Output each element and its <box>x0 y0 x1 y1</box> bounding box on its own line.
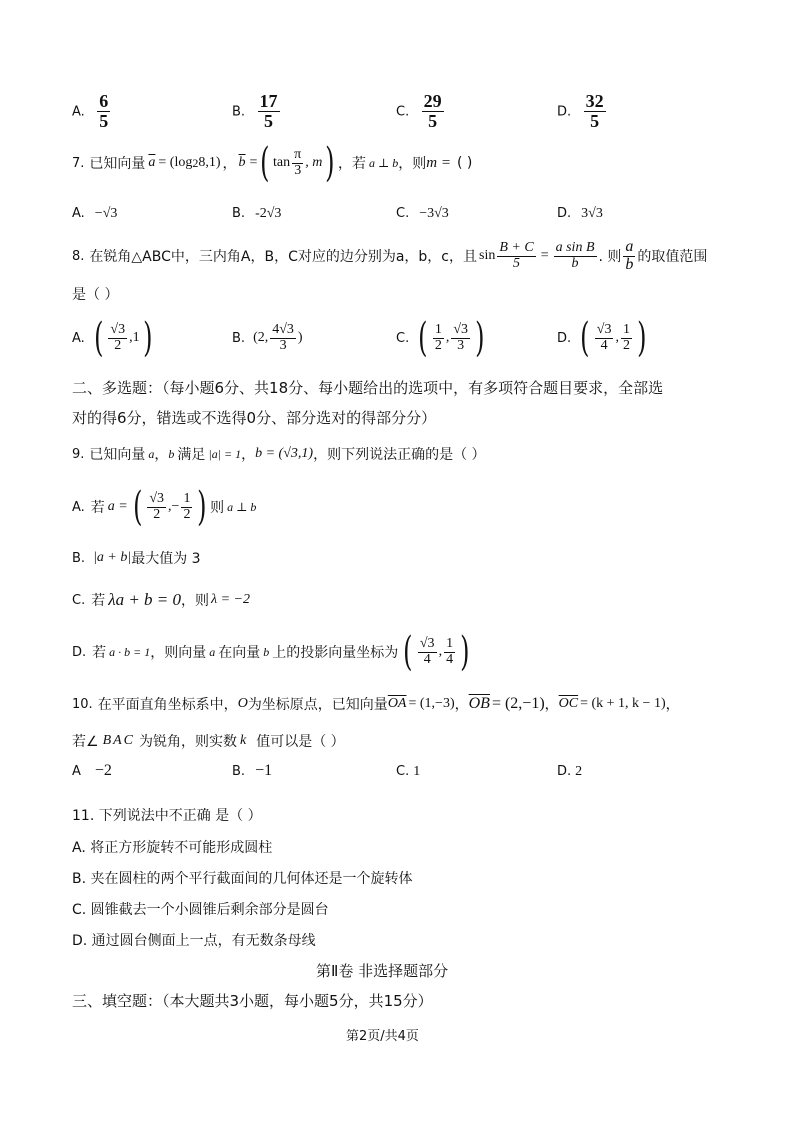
part2-heading: 第Ⅱ卷 非选择题部分 <box>316 962 449 980</box>
q9-option-b: B. |a + b| 最大值为 3 <box>72 550 201 567</box>
q8-option-d: D. ( $\frac{√3}{4}$ , $\frac{1}{2}$ ) <box>557 315 647 361</box>
q9-option-d: D. 若 a · b = 1 ，则向量 a 在向量 b 上的投影向量坐标为 ( $\frac{√3}{4}$ , $\frac{1}{4}$ ) <box>72 629 470 675</box>
option-label: B. <box>232 104 246 120</box>
q11-stem: 11. 下列说法中不正确 是（ ） <box>72 808 262 824</box>
q7-option-a: A. −√3 <box>72 206 118 221</box>
q8-option-c: C. ( $\frac{1}{2}$ , $\frac{√3}{3}$ ) <box>396 315 485 361</box>
q9-option-c: C. 若 λa + b = 0 ，则 λ = −2 <box>72 590 250 609</box>
option-fraction: $\frac{6}{5}$ <box>99 91 109 131</box>
q7-option-b: B. -2√3 <box>232 206 282 221</box>
option-fraction: $\frac{32}{5}$ <box>585 91 604 131</box>
option-label: D. <box>557 104 572 120</box>
q10-stem: 10. 在平面直角坐标系中， O 为坐标原点，已知向量 $\overline{OA}$ = (1,−3) ， $\overline{OB}$ = (2,−1) ， $\overline{OC}$ = (k + 1, k − 1) ， <box>72 695 680 713</box>
q7-option-d: D. 3√3 <box>557 206 603 221</box>
q10-option-c: C. 1 <box>396 764 421 779</box>
q11-option-d: D. 通过圆台侧面上一点，有无数条母线 <box>72 933 316 949</box>
page-footer: 第2页/共4页 <box>346 1029 419 1044</box>
q9-option-a: A. 若 a = ( $\frac{√3}{2}$ ,− $\frac{1}{2}$ ) 则 a ⊥ b <box>72 484 257 530</box>
q11-option-b: B. 夹在圆柱的两个平行截面间的几何体还是一个旋转体 <box>72 871 413 887</box>
section2-heading-line2: 对的得6分，错选或不选得0分、部分选对的得部分分） <box>72 409 437 427</box>
q6-option-c <box>396 92 446 131</box>
q11-option-c: C. 圆锥截去一个小圆锥后剩余部分是圆台 <box>72 902 329 918</box>
option-fraction: $\frac{17}{5}$ <box>259 91 278 131</box>
option-fraction: $\frac{29}{5}$ <box>423 91 442 131</box>
section2-heading-line1: 二、多选题：（每小题6分、共18分、每小题给出的选项中，有多项符合题目要求，全部选 <box>72 379 664 397</box>
q6-option-d <box>557 92 608 131</box>
q10-stem-line2: 若∠ BAC 为锐角，则实数 k 值可以是（ ） <box>72 733 345 750</box>
q10-option-a: A −2 <box>72 762 112 779</box>
q9-stem: 9. 已知向量 a ， b 满足 |a| = 1 ， b = (√3,1) ，则下列说法正确的是（ ） <box>72 446 486 463</box>
q10-option-b: B. −1 <box>232 762 273 779</box>
q8-stem-line2: 是（ ） <box>72 287 119 303</box>
option-label: C. <box>396 104 410 120</box>
q6-option-b <box>232 92 282 131</box>
q6-option-a <box>72 92 112 131</box>
q10-option-d: D. 2 <box>557 764 583 779</box>
q8-option-b: B. (2, $\frac{4√3}{3}$ ) <box>232 321 303 353</box>
q7-stem: 7. 已知向量 $\overline{a}$ = (log 2 8,1) ， $\overline{b}$ = ( tan $\frac{\pi}{3}$ , m ) ，若 a ⊥ b ，则 m = ( ) <box>72 140 473 186</box>
section3-heading: 三、填空题：（本大题共3小题，每小题5分，共15分） <box>72 992 433 1010</box>
q8-option-a: A. ( $\frac{√3}{2}$ ,1 ) <box>72 315 153 361</box>
option-label: A. <box>72 104 85 120</box>
q7-option-c: C. −3√3 <box>396 206 449 221</box>
q11-option-a: A. 将正方形旋转不可能形成圆柱 <box>72 840 273 856</box>
q8-stem: 8. 在锐角△ABC中，三内角A，B，C对应的边分别为a，b，c，且 sin $\frac{B + C}{5}$ = $\frac{\text{a sin B}}{b}$ . 则 $\frac{a}{b}$ 的取值范围 <box>72 237 708 273</box>
